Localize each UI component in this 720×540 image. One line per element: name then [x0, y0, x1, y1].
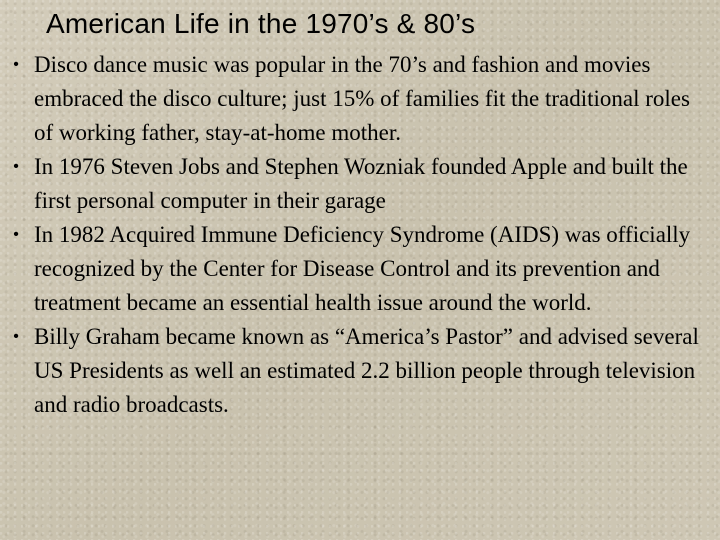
bullet-item-4	[6, 320, 710, 422]
bullet-item-2	[6, 150, 710, 218]
bullet-icon: •	[13, 158, 19, 175]
slide-title: American Life in the 1970’s & 80’s	[46, 8, 476, 39]
bullet-item-1	[6, 48, 710, 150]
bullet-text: Billy Graham became known as “America’s Pastor” and advised several US Presidents as well an estimated 2.2 billion people through television and radio broadcasts.	[34, 324, 699, 417]
bullet-text: Disco dance music was popular in the 70’s and fashion and movies embraced the disco culture; just 15% of families fit the traditional roles of working father, stay-at-home mother.	[34, 52, 690, 145]
bullet-icon: •	[13, 56, 19, 73]
bullet-icon: •	[13, 328, 19, 345]
bullet-text: In 1982 Acquired Immune Deficiency Syndrome (AIDS) was officially recognized by the Center for Disease Control and its prevention and treatment became an essential health issue around the world.	[34, 222, 691, 315]
bullet-icon: •	[13, 226, 19, 243]
bullet-text: In 1976 Steven Jobs and Stephen Wozniak founded Apple and built the first personal computer in their garage	[34, 154, 688, 213]
bullet-list	[6, 48, 710, 422]
bullet-item-3	[6, 218, 710, 320]
